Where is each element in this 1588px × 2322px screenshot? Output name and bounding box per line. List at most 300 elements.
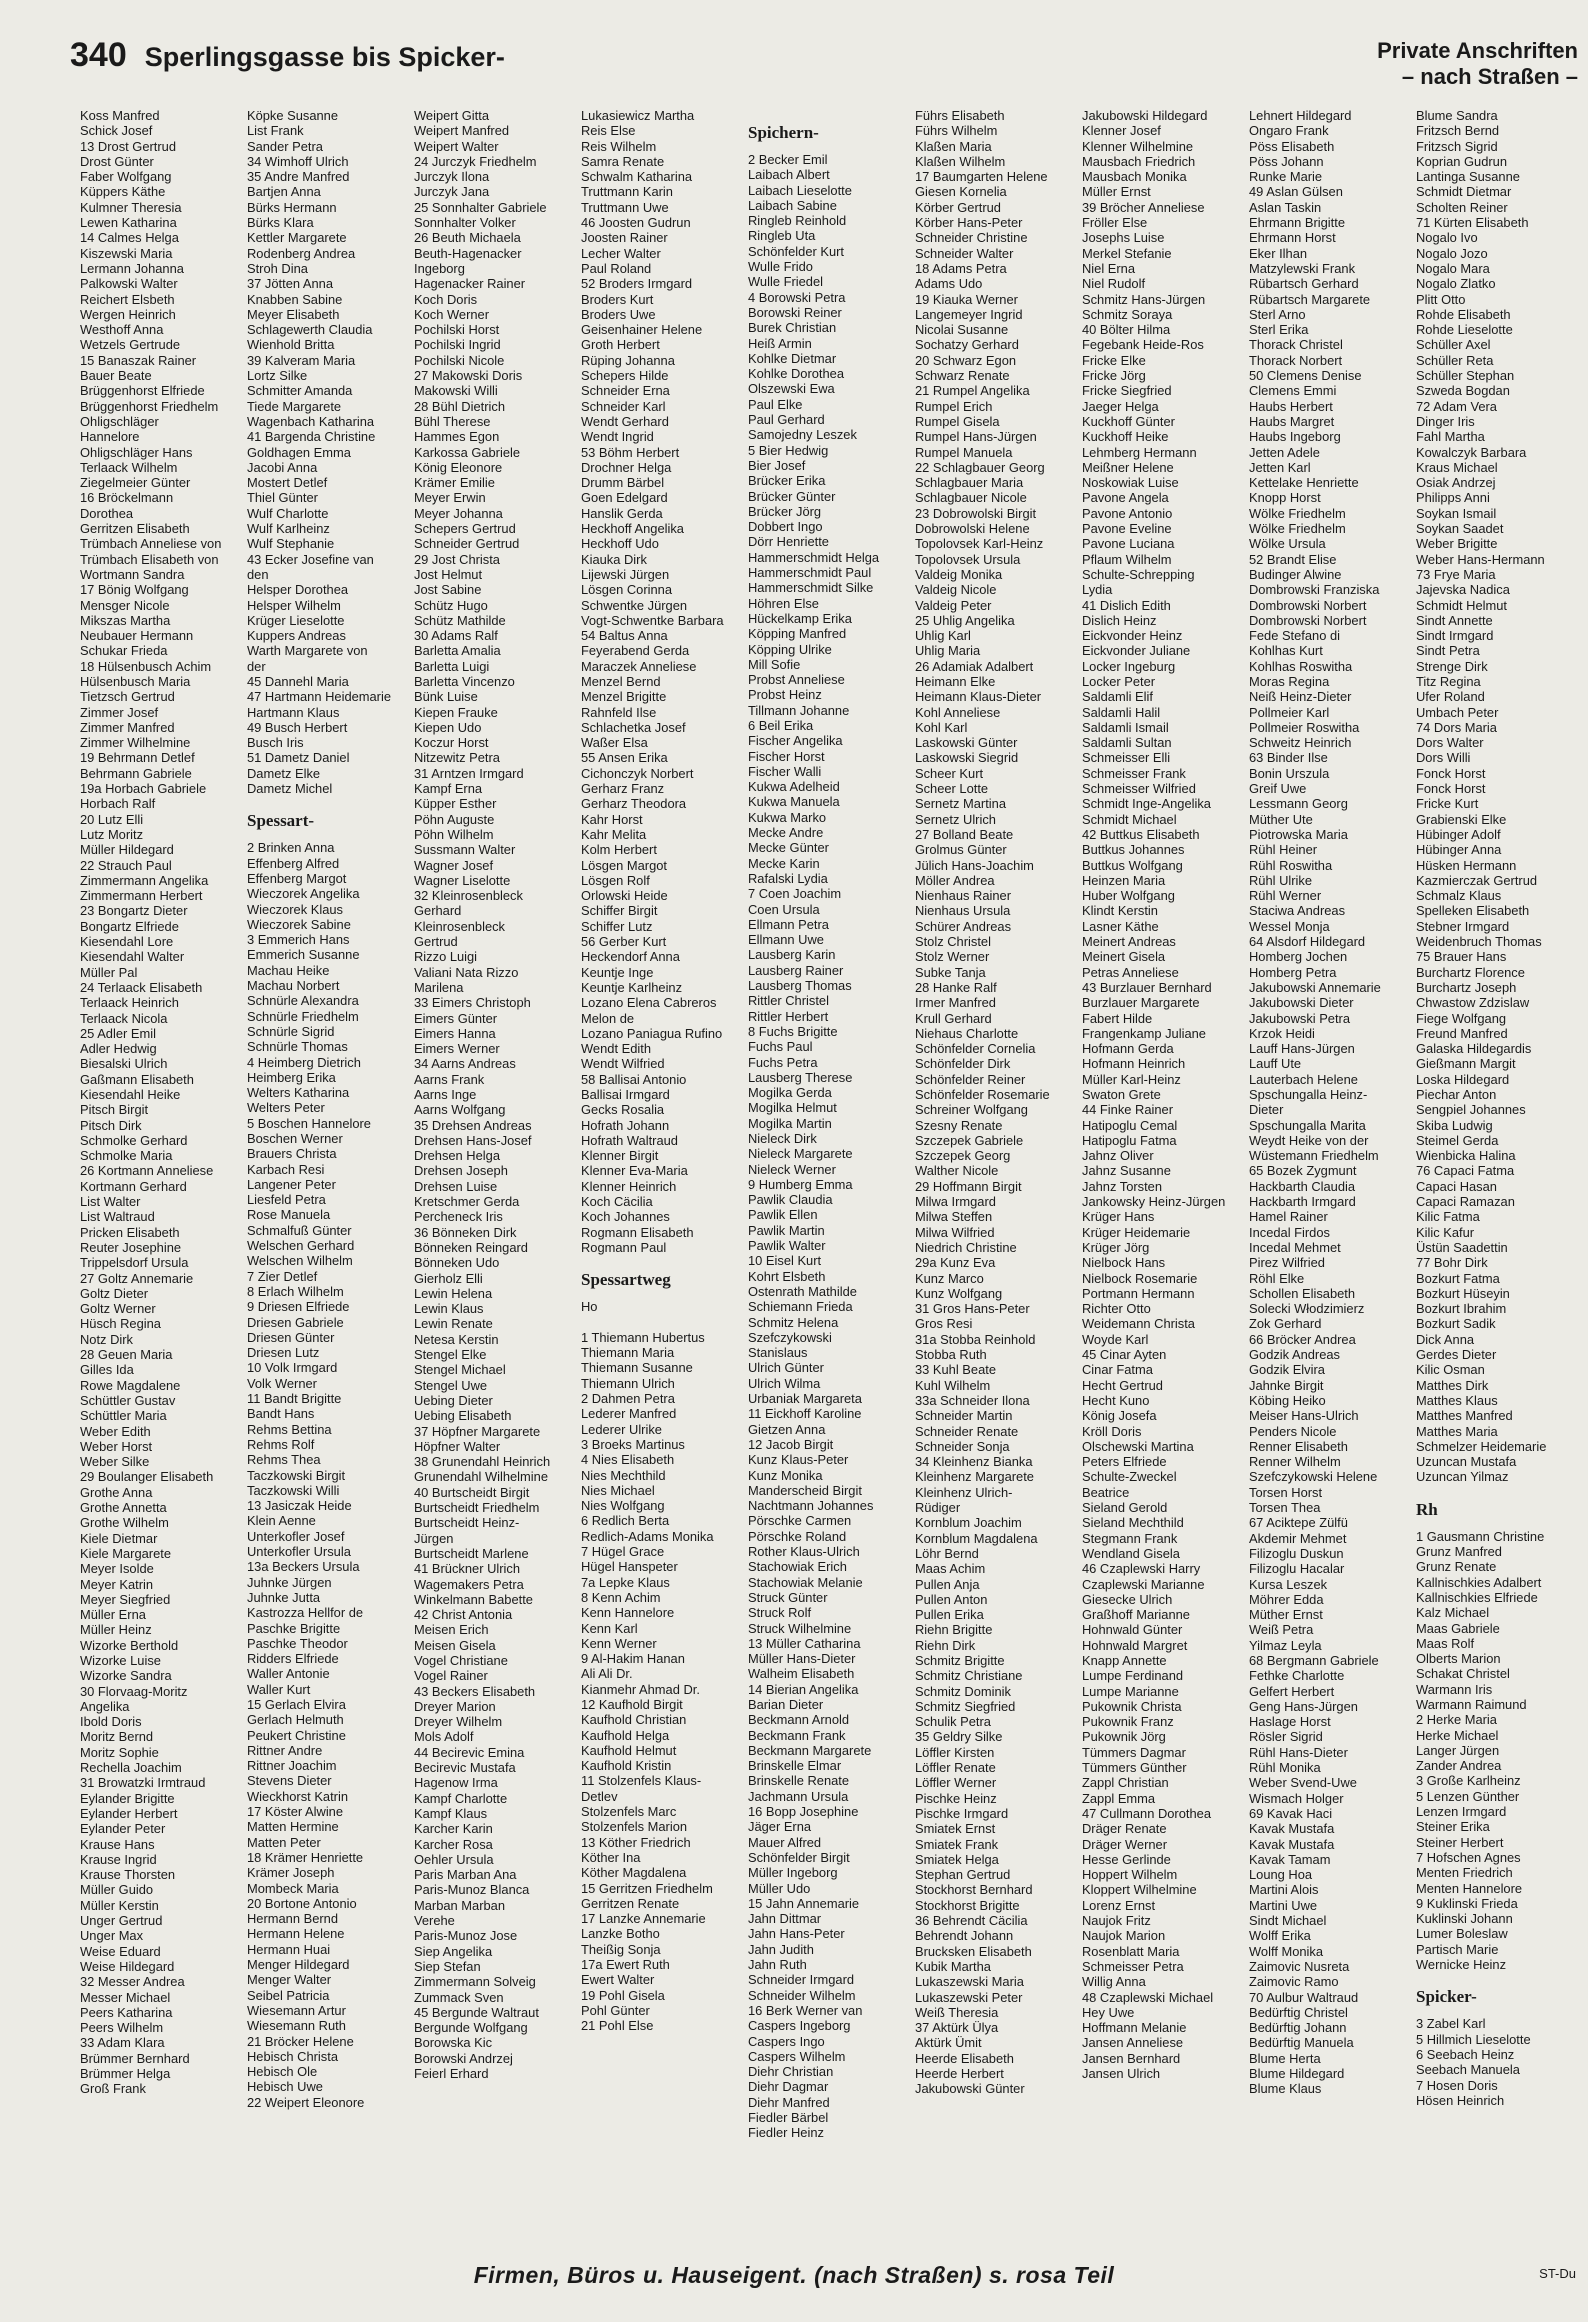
resident-entry: Bozkurt Fatma [1416, 1270, 1500, 1286]
resident-entry: Filizoglu Hacalar [1249, 1561, 1345, 1577]
resident-entry: Hecht Gertrud [1082, 1377, 1163, 1393]
resident-entry: Heimann Klaus-Dieter [915, 689, 1042, 705]
resident-entry: Aslan Taskin [1249, 199, 1322, 215]
resident-entry: Renner Wilhelm [1249, 1454, 1341, 1470]
resident-entry: Rahnfeld Ilse [581, 704, 657, 720]
resident-entry: Eylander Peter [80, 1821, 166, 1837]
resident-entry: Koch Cäcilia [581, 1194, 653, 1210]
resident-entry: Kastrozza Hellfor de [247, 1605, 364, 1621]
resident-entry: Klenner Josef [1082, 123, 1161, 139]
resident-entry: Truttmann Karin [581, 184, 673, 200]
resident-entry: Wernicke Heinz [1416, 1957, 1507, 1973]
resident-entry: Kukwa Marko [748, 809, 827, 825]
resident-entry: 7a Lepke Klaus [581, 1574, 670, 1590]
resident-entry: Kuhl Wilhelm [915, 1377, 991, 1393]
resident-entry: Caspers Wilhelm [748, 2048, 846, 2064]
resident-entry: Partisch Marie [1416, 1941, 1499, 1957]
resident-entry: 13 Jasiczak Heide [247, 1498, 352, 1514]
resident-entry: Haslage Horst [1249, 1714, 1331, 1730]
resident-entry: Wulf Charlotte [247, 505, 329, 521]
resident-entry: Paschke Theodor [247, 1635, 348, 1651]
resident-entry: Bauer Beate [80, 368, 152, 384]
directory-column [1082, 108, 1249, 2228]
resident-entry: Waller Kurt [247, 1681, 311, 1697]
resident-entry: 47 Hartmann Heidemarie [247, 689, 392, 705]
resident-entry: Driesen Lutz [247, 1345, 320, 1361]
resident-entry: Brücker Jörg [748, 503, 822, 519]
resident-entry: 26 Kortmann Anneliese [80, 1163, 214, 1179]
resident-entry: Smiatek Ernst [915, 1821, 996, 1837]
resident-entry: Kunz Klaus-Peter [748, 1452, 849, 1468]
resident-entry: Hartmann Klaus [247, 704, 340, 720]
resident-entry: Kukwa Adelheid [748, 779, 840, 795]
resident-entry: Laibach Lieselotte [748, 182, 852, 198]
resident-entry: Kraus Michael [1416, 459, 1498, 475]
resident-entry: Grothe Wilhelm [80, 1515, 169, 1531]
resident-entry: Brüggenhorst Elfriede [80, 383, 205, 399]
resident-entry: Bozkurt Sadik [1416, 1316, 1496, 1332]
resident-entry: Geng Hans-Jürgen [1249, 1698, 1358, 1714]
resident-entry: Peers Katharina [80, 2004, 173, 2020]
resident-entry: Gietzen Anna [748, 1421, 826, 1437]
resident-entry: Langemeyer Ingrid [915, 306, 1023, 322]
resident-entry: Wolff Monika [1249, 1943, 1324, 1959]
resident-entry: Hoppert Wilhelm [1082, 1867, 1178, 1883]
resident-entry: 7 Hosen Doris [1416, 2077, 1498, 2093]
resident-entry: Wölke Friedhelm [1249, 521, 1346, 537]
resident-entry: Kohlhas Roswitha [1249, 658, 1353, 674]
resident-entry: Ohligschläger [80, 413, 159, 429]
resident-entry: Topolovsek Ursula [915, 551, 1021, 567]
resident-entry: Höhren Else [748, 595, 819, 611]
resident-entry: Rehms Rolf [247, 1436, 315, 1452]
resident-entry: Zimmer Wilhelmine [80, 735, 191, 751]
resident-entry: Gerharz Theodora [581, 796, 687, 812]
resident-entry: Ulrich Günter [748, 1360, 824, 1376]
resident-entry: Seebach Manuela [1416, 2062, 1520, 2078]
resident-entry: 41 Dislich Edith [1082, 597, 1171, 613]
resident-entry: Jansen Bernhard [1082, 2050, 1181, 2066]
resident-entry: 29 Jost Christa [414, 551, 500, 567]
resident-entry: Kukwa Manuela [748, 794, 840, 810]
resident-entry: Torsen Horst [1249, 1484, 1323, 1500]
corner-code: ST-Du [1539, 2266, 1576, 2281]
resident-entry: Weber Horst [80, 1438, 153, 1454]
resident-entry: Sernetz Ulrich [915, 811, 996, 827]
resident-entry: Karcher Rosa [414, 1836, 493, 1852]
resident-entry: 31 Browatzki Irmtraud [80, 1775, 206, 1791]
resident-entry: 63 Binder Ilse [1249, 750, 1328, 766]
resident-entry: Schmolke Gerhard [80, 1132, 188, 1148]
resident-entry: 3 Große Karlheinz [1416, 1773, 1521, 1789]
resident-entry: 20 Bortone Antonio [247, 1895, 357, 1911]
resident-entry: 29 Hoffmann Birgit [915, 1178, 1022, 1194]
resident-entry: Schweitz Heinrich [1249, 735, 1352, 751]
resident-entry: Köpping Ulrike [748, 641, 832, 657]
resident-entry: 20 Schwarz Egon [915, 352, 1017, 368]
resident-entry: Köpping Manfred [748, 626, 847, 642]
resident-entry: Manderscheid Birgit [748, 1482, 862, 1498]
resident-entry: Kohlke Dietmar [748, 350, 837, 366]
resident-entry: Kilic Fatma [1416, 1209, 1480, 1225]
resident-entry: Koch Doris [414, 291, 478, 307]
directory-column [414, 108, 581, 2228]
resident-entry: Bünk Luise [414, 689, 478, 705]
resident-entry: Lewen Katharina [80, 215, 177, 231]
resident-entry: 34 Aarns Andreas [414, 1056, 516, 1072]
resident-entry: Schmeisser Petra [1082, 1958, 1184, 1974]
resident-entry: 7 Hofschen Agnes [1416, 1849, 1521, 1865]
resident-entry: Wieckhorst Katrin [247, 1788, 349, 1804]
resident-entry: Heimann Elke [915, 673, 996, 689]
resident-entry: Krüger Jörg [1082, 1239, 1150, 1255]
resident-entry: Welschen Gerhard [247, 1238, 355, 1254]
resident-entry: Schönfelder Cornelia [915, 1041, 1036, 1057]
resident-entry: Dobbert Ingo [748, 519, 823, 535]
resident-entry: 17 Baumgarten Helene [915, 169, 1048, 185]
resident-entry: Unger Gertrud [80, 1913, 163, 1929]
resident-entry: Lanzke Botho [581, 1926, 660, 1942]
resident-entry: Brümmer Helga [80, 2066, 171, 2081]
resident-entry: 33 Kuhl Beate [915, 1362, 996, 1378]
resident-entry: Sieland Gerold [1082, 1500, 1168, 1516]
resident-entry: Szesny Renate [915, 1117, 1003, 1133]
resident-entry: 27 Goltz Annemarie [80, 1270, 194, 1286]
resident-entry: 6 Seebach Heinz [1416, 2046, 1515, 2062]
resident-entry: Adams Udo [915, 276, 983, 292]
resident-entry: Spschungalla Heinz- [1249, 1087, 1368, 1102]
resident-entry: Fröller Else [1082, 215, 1148, 231]
resident-entry: Weydt Heike von der [1249, 1132, 1369, 1148]
resident-entry: Neiß Heinz-Dieter [1249, 689, 1352, 705]
resident-entry: Schneider Christine [915, 230, 1028, 246]
resident-entry: Krause Hans [80, 1836, 155, 1852]
resident-entry: Struck Rolf [748, 1605, 812, 1621]
resident-entry: Kiesendahl Walter [80, 949, 185, 965]
resident-entry: Fischer Horst [748, 748, 825, 764]
resident-entry: 34 Wimhoff Ulrich [247, 153, 349, 169]
resident-entry: Stegmann Frank [1082, 1530, 1178, 1546]
resident-entry: Mogilka Helmut [748, 1100, 837, 1116]
resident-entry: Gertrud [414, 934, 458, 950]
resident-entry: Umbach Peter [1416, 704, 1499, 720]
resident-entry: Heerde Herbert [915, 2066, 1004, 2081]
resident-entry: Schmidt Helmut [1416, 597, 1507, 613]
resident-entry: Effenberg Alfred [247, 855, 340, 871]
resident-entry: Rogmann Elisabeth [581, 1224, 694, 1240]
resident-entry: 58 Ballisai Antonio [581, 1071, 687, 1087]
resident-entry: Thorack Norbert [1249, 352, 1343, 368]
resident-entry: 36 Bönneken Dirk [414, 1224, 517, 1240]
resident-entry: Krämer Emilie [414, 475, 495, 491]
resident-entry: Stolz Werner [915, 949, 990, 965]
resident-entry: Meisen Erich [414, 1622, 489, 1638]
resident-entry: 35 Geldry Silke [915, 1729, 1003, 1745]
resident-entry: Pullen Erika [915, 1607, 984, 1623]
resident-entry: 5 Hillmich Lieselotte [1416, 2031, 1531, 2047]
resident-entry: Menger Hildegard [247, 1957, 350, 1973]
resident-entry: Wagenbach Katharina [247, 413, 375, 429]
resident-entry: Lösgen Margot [581, 857, 667, 873]
resident-entry: Klenner Heinrich [581, 1178, 677, 1194]
resident-entry: Filizoglu Duskun [1249, 1545, 1344, 1561]
resident-entry: Rüdiger [915, 1500, 961, 1516]
resident-entry: Juhnke Jutta [247, 1589, 321, 1605]
resident-entry: Paris Marban Ana [414, 1867, 517, 1883]
resident-entry: Caspers Ingeborg [748, 2018, 851, 2034]
resident-entry: Ewert Walter [581, 1972, 655, 1988]
resident-entry: Wergen Heinrich [80, 306, 176, 322]
resident-entry: Buttkus Johannes [1082, 842, 1185, 858]
resident-entry: Klenner Birgit [581, 1148, 659, 1164]
resident-entry: Woyde Karl [1082, 1331, 1149, 1347]
resident-entry: Lukaszewski Peter [915, 1989, 1023, 2005]
resident-entry: Tietzsch Gertrud [80, 689, 175, 705]
resident-entry: Fischer Angelika [748, 733, 843, 749]
resident-entry: Trümbach Elisabeth von [80, 551, 219, 567]
resident-entry: Hückelkamp Erika [748, 610, 852, 626]
resident-entry: Pöhn Wilhelm [414, 826, 494, 842]
resident-entry: Jansen Ulrich [1082, 2066, 1161, 2081]
resident-entry: Samojedny Leszek [748, 427, 857, 443]
resident-entry: Szefczykowski [748, 1329, 832, 1345]
resident-entry: Niedrich Christine [915, 1239, 1017, 1255]
resident-entry: Schneider Walter [915, 245, 1014, 261]
resident-entry: List Frank [247, 123, 304, 139]
resident-entry: Merkel Stefanie [1082, 245, 1172, 261]
resident-entry: Hagenacker Rainer [414, 276, 526, 292]
resident-entry: Yilmaz Leyla [1249, 1637, 1322, 1653]
resident-entry: Broders Uwe [581, 306, 656, 322]
resident-entry: Pukownik Christa [1082, 1698, 1182, 1714]
resident-entry: Gaßmann Elisabeth [80, 1071, 194, 1087]
resident-entry: Küppers Käthe [80, 184, 166, 200]
resident-entry: Rittler Christel [748, 993, 829, 1009]
resident-entry: Schüller Stephan [1416, 368, 1515, 384]
resident-entry: 56 Gerber Kurt [581, 934, 667, 950]
resident-entry: Mecke Karin [748, 855, 820, 871]
resident-entry: Wendt Wilfried [581, 1056, 665, 1072]
resident-entry: Gerlach Helmuth [247, 1712, 344, 1728]
resident-entry: Schnürle Friedhelm [247, 1008, 359, 1024]
resident-entry: Wulf Karlheinz [247, 521, 330, 537]
resident-entry: Naujok Marion [1082, 1928, 1166, 1944]
resident-entry: Rittner Andre [247, 1742, 323, 1758]
resident-entry: Hammerschmidt Helga [748, 549, 880, 565]
resident-entry: Möller Andrea [915, 872, 995, 888]
resident-entry: Brinskelle Elmar [748, 1758, 842, 1774]
resident-entry: Hatipoglu Cemal [1082, 1117, 1178, 1133]
resident-entry: Sindt Annette [1416, 612, 1493, 628]
resident-entry: Lederer Ulrike [581, 1421, 662, 1437]
resident-entry: Zimmer Manfred [80, 719, 175, 735]
resident-entry: Pöhn Auguste [414, 811, 495, 827]
resident-entry: Kianmehr Ahmad Dr. [581, 1681, 700, 1697]
resident-entry: Buttkus Wolfgang [1082, 857, 1183, 873]
resident-entry: Huber Wolfgang [1082, 888, 1175, 904]
resident-entry: Schulik Petra [915, 1714, 991, 1730]
resident-entry: Heimberg Erika [247, 1069, 336, 1085]
resident-entry: Winkelmann Babette [414, 1591, 533, 1607]
resident-entry: Jahn Judith [748, 1941, 814, 1957]
resident-entry: 75 Brauer Hans [1416, 949, 1507, 965]
resident-entry: 25 Uhlig Angelika [915, 612, 1015, 628]
resident-entry: 9 Al-Hakim Hanan [581, 1651, 685, 1667]
resident-entry: Fuchs Petra [748, 1054, 818, 1070]
resident-entry: 22 Schlagbauer Georg [915, 459, 1045, 475]
resident-entry: Wagner Liselotte [414, 872, 511, 888]
resident-entry: Schönfelder Reiner [915, 1071, 1026, 1087]
resident-entry: 11 Bandt Brigitte [247, 1391, 342, 1407]
resident-entry: 7 Zier Detlef [247, 1268, 318, 1284]
street-heading: Spessart- [247, 811, 315, 831]
resident-entry: Kampf Klaus [414, 1805, 488, 1821]
resident-entry: Welschen Wilhelm [247, 1253, 353, 1269]
resident-entry: Drochner Helga [581, 459, 672, 475]
resident-entry: Hebisch Ole [247, 2064, 318, 2080]
resident-entry: Kohlke Dorothea [748, 366, 845, 382]
resident-entry: Volk Werner [247, 1375, 317, 1391]
resident-entry: Wieczorek Klaus [247, 901, 343, 917]
resident-entry: Krull Gerhard [915, 1010, 992, 1026]
resident-entry: 40 Bölter Hilma [1082, 322, 1171, 338]
resident-entry: Messer Michael [80, 1989, 171, 2005]
resident-entry: Wendland Gisela [1082, 1545, 1180, 1561]
resident-entry: Dametz Elke [247, 765, 321, 781]
resident-entry: List Walter [80, 1194, 141, 1210]
resident-entry: Pollmeier Roswitha [1249, 719, 1360, 735]
resident-entry: Tillmann Johanne [748, 702, 850, 718]
resident-entry: 28 Hanke Ralf [915, 979, 997, 995]
resident-entry: 7 Coen Joachim [748, 886, 842, 902]
resident-entry: Schmitter Amanda [247, 383, 353, 399]
resident-entry: 5 Bier Hedwig [748, 442, 829, 458]
resident-entry: Heckhoff Udo [581, 536, 659, 552]
resident-entry: Hatipoglu Fatma [1082, 1132, 1177, 1148]
resident-entry: 20 Lutz Elli [80, 811, 144, 827]
resident-entry: Sindt Irmgard [1416, 628, 1494, 644]
resident-entry: Schick Josef [80, 123, 153, 139]
resident-entry: Kaufhold Kristin [581, 1758, 672, 1774]
resident-entry: Aarns Frank [414, 1071, 485, 1087]
directory-column [80, 108, 247, 2228]
resident-entry: Wienhold Britta [247, 337, 335, 353]
resident-entry: 42 Christ Antonia [414, 1607, 513, 1623]
resident-entry: Nieleck Margarete [748, 1146, 853, 1162]
resident-entry: Wortmann Sandra [80, 566, 185, 582]
resident-entry: Scholten Reiner [1416, 199, 1508, 215]
resident-entry: Marban Marban [414, 1897, 505, 1913]
resident-entry: Kretschmer Gerda [414, 1194, 520, 1210]
directory-column [1416, 108, 1580, 2228]
resident-entry: Schmidt Michael [1082, 811, 1177, 827]
resident-entry: Rechella Joachim [80, 1760, 182, 1776]
resident-entry: Reis Else [581, 123, 636, 139]
resident-entry: Wetzels Gertrude [80, 337, 181, 353]
resident-entry: Ziegelmeier Günter [80, 475, 191, 491]
resident-entry: 15 Gerritzen Friedhelm [581, 1880, 713, 1896]
resident-entry: Schlagbauer Maria [915, 475, 1024, 491]
resident-entry: Peers Wilhelm [80, 2020, 164, 2036]
resident-entry: Wieczorek Sabine [247, 916, 351, 932]
resident-entry: 36 Behrendt Cäcilia [915, 1913, 1028, 1929]
resident-entry: Reis Wilhelm [581, 138, 657, 154]
resident-entry: Kenn Hannelore [581, 1605, 675, 1621]
resident-entry: Milwa Irmgard [915, 1194, 996, 1210]
resident-entry: 2 Herke Maria [1416, 1712, 1497, 1728]
resident-entry: Philipps Anni [1416, 490, 1490, 506]
resident-entry: Nies Wolfgang [581, 1498, 665, 1514]
resident-entry: Hackbarth Claudia [1249, 1178, 1356, 1194]
resident-entry: Eickvonder Juliane [1082, 643, 1191, 659]
resident-entry: 19 Kiauka Werner [915, 291, 1018, 307]
resident-entry: Pitsch Dirk [80, 1117, 142, 1133]
resident-entry: Köther Magdalena [581, 1865, 687, 1881]
resident-entry: Coen Ursula [748, 901, 820, 917]
resident-entry: Warmann Iris [1416, 1681, 1493, 1697]
resident-entry: Kiszewski Maria [80, 245, 173, 261]
resident-entry: Jetten Karl [1249, 459, 1311, 475]
resident-entry: Becirevic Mustafa [414, 1760, 516, 1776]
resident-entry: Lukasiewicz Martha [581, 108, 695, 123]
resident-entry: 6 Beil Erika [748, 717, 814, 733]
resident-entry: 70 Aulbur Waltraud [1249, 1989, 1359, 2005]
resident-entry: 7 Hügel Grace [581, 1544, 665, 1560]
resident-entry: Weiß Petra [1249, 1622, 1314, 1638]
resident-entry: Rühl Heiner [1249, 842, 1318, 858]
resident-entry: Führs Wilhelm [915, 123, 998, 139]
resident-entry: Drehsen Helga [414, 1148, 500, 1164]
resident-entry: Wendt Edith [581, 1041, 651, 1057]
resident-entry: Lermann Johanna [80, 260, 184, 276]
resident-entry: Zappl Emma [1082, 1790, 1156, 1806]
resident-entry: Schönfelder Rosemarie [915, 1087, 1050, 1102]
resident-entry: Dombrowski Franziska [1249, 582, 1380, 598]
resident-entry: 27 Bolland Beate [915, 826, 1014, 842]
resident-entry: Stanislaus [748, 1345, 808, 1361]
resident-entry: König Josefa [1082, 1408, 1157, 1424]
resident-entry: Rowe Magdalene [80, 1377, 181, 1393]
resident-entry: Wagemakers Petra [414, 1576, 524, 1592]
resident-entry: Wiesemann Ruth [247, 2018, 346, 2034]
resident-entry: Milwa Wilfried [915, 1224, 995, 1240]
resident-entry: Stebner Irmgard [1416, 918, 1510, 934]
resident-entry: Kohlhas Kurt [1249, 643, 1323, 659]
resident-entry: Juhnke Jürgen [247, 1574, 332, 1590]
resident-entry: Tümmers Dagmar [1082, 1744, 1186, 1760]
resident-entry: Niel Erna [1082, 260, 1136, 276]
resident-entry: Verehe [414, 1913, 455, 1929]
resident-entry: Weber Brigitte [1416, 536, 1498, 552]
resident-entry: Schulte-Zweckel [1082, 1469, 1177, 1485]
resident-entry: 68 Bergmann Gabriele [1249, 1652, 1379, 1668]
resident-entry: Klein Aenne [247, 1513, 316, 1529]
resident-entry: 31 Gros Hans-Peter [915, 1301, 1030, 1317]
resident-entry: Schmitz Dominik [915, 1683, 1011, 1699]
resident-entry: Weise Hildegard [80, 1958, 175, 1974]
resident-entry: Nogalo Jozo [1416, 245, 1488, 261]
resident-entry: Krause Thorsten [80, 1867, 176, 1883]
resident-entry: Kahr Melita [581, 826, 647, 842]
resident-entry: Burtscheidt Friedhelm [414, 1500, 540, 1516]
resident-entry: Ehrmann Horst [1249, 230, 1336, 246]
resident-entry: Schmolke Maria [80, 1148, 173, 1164]
resident-entry: Freund Manfred [1416, 1025, 1508, 1041]
resident-entry: Laskowski Siegrid [915, 750, 1019, 766]
resident-entry: Pischke Irmgard [915, 1805, 1009, 1821]
resident-entry: Hüsch Regina [80, 1316, 161, 1332]
resident-entry: 15 Banaszak Rainer [80, 352, 197, 368]
